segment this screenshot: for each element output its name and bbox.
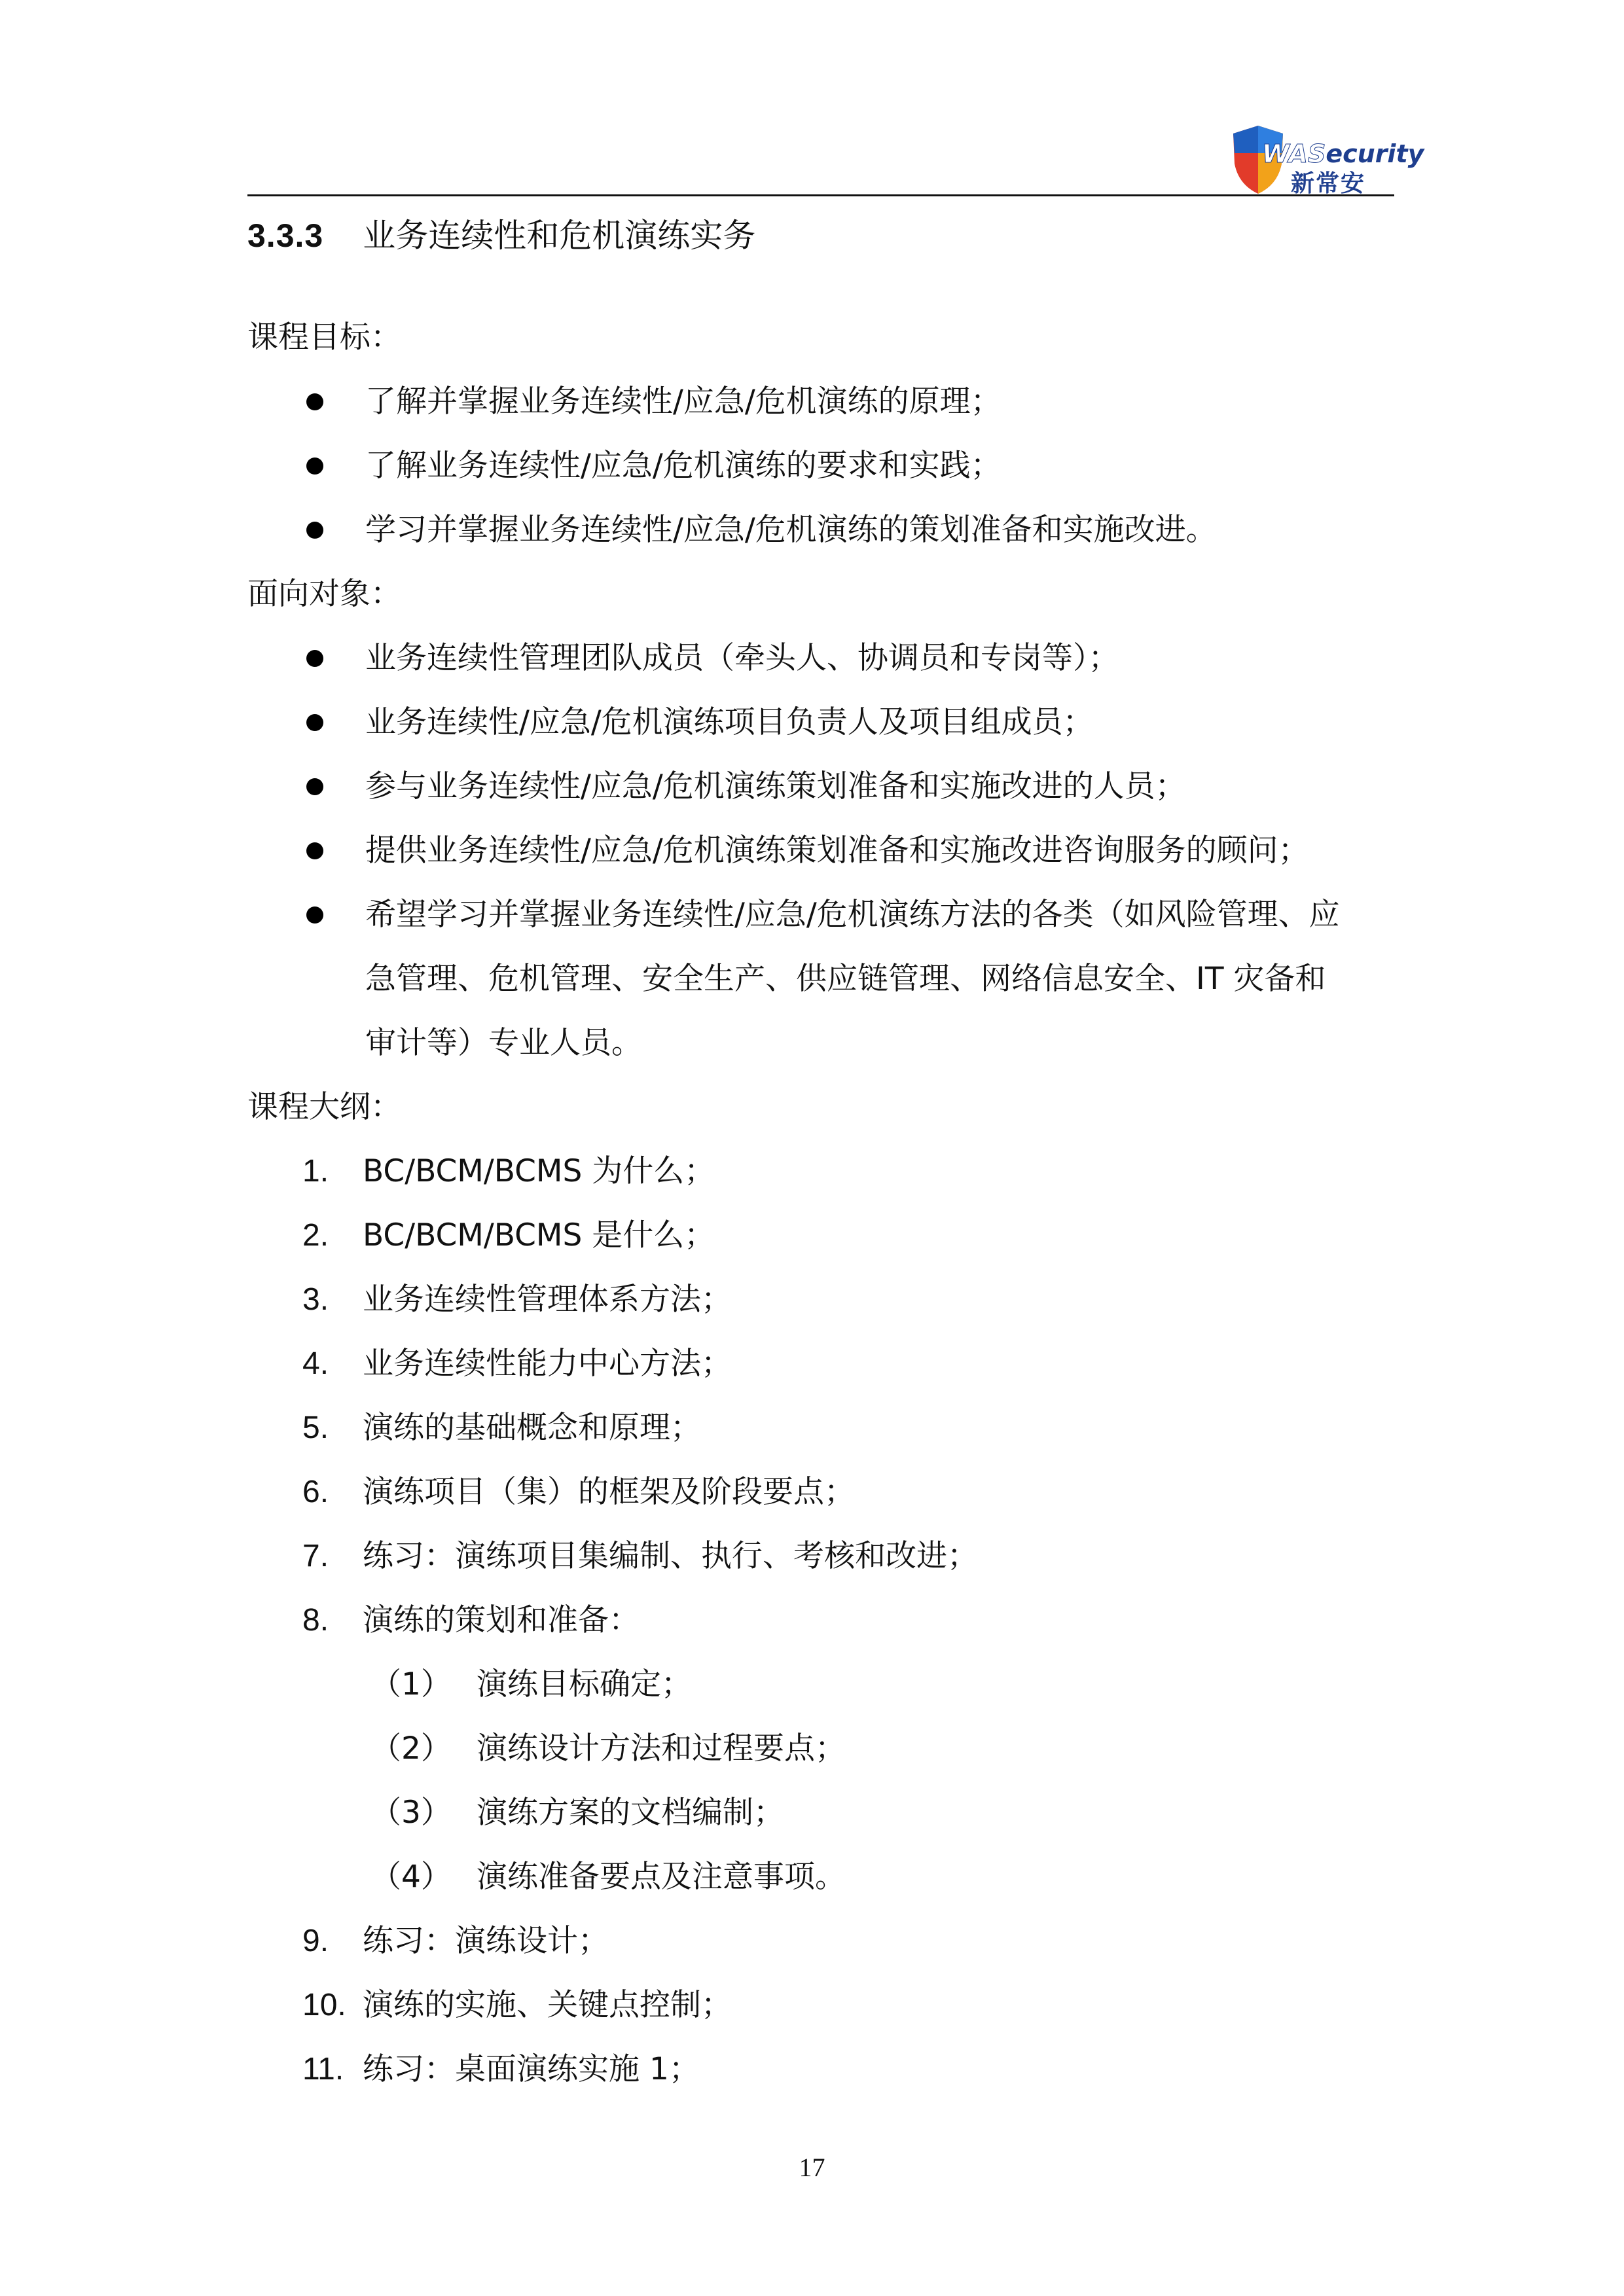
logo-wordmark: [1262, 137, 1424, 169]
section-title: [247, 216, 755, 255]
list-item-line: 希望学习并掌握业务连续性/应急/危机演练方法的各类（如风险管理、应: [365, 897, 1340, 933]
list-item: 演练的实施、关键点控制；: [363, 1987, 732, 2023]
list-item: 学习并掌握业务连续性/应急/危机演练的策划准备和实施改进。: [365, 512, 1217, 548]
list-item: 练习：演练项目集编制、执行、考核和改进；: [363, 1538, 978, 1574]
item-number: 5.: [302, 1410, 329, 1445]
list-item: 业务连续性/应急/危机演练项目负责人及项目组成员；: [365, 704, 1094, 740]
sub-list-item: 演练目标确定；: [477, 1666, 692, 1702]
header-divider: [247, 194, 1394, 196]
list-item: 提供业务连续性/应急/危机演练策划准备和实施改进咨询服务的顾问；: [365, 833, 1309, 869]
sub-list-item: 演练设计方法和过程要点；: [477, 1731, 846, 1767]
item-number: 10.: [302, 1988, 346, 2022]
item-number: 2.: [302, 1218, 329, 1253]
list-item: 练习：桌面演练实施 1；: [363, 2051, 700, 2087]
bullet-icon: [306, 778, 323, 795]
bullet-icon: [306, 714, 323, 731]
sub-list-item: 演练准备要点及注意事项。: [477, 1859, 846, 1895]
item-number: 11.: [302, 2052, 344, 2087]
sub-item-number: （4）: [370, 1859, 452, 1895]
svg-text:WASecurity: WASecurity: [1262, 139, 1424, 168]
list-item-line: 审计等）专业人员。: [365, 1025, 642, 1061]
list-item: 业务连续性管理团队成员（牵头人、协调员和专岗等）；: [365, 640, 1119, 676]
item-number: 6.: [302, 1475, 329, 1509]
bullet-icon: [306, 650, 323, 667]
sub-item-number: （2）: [370, 1731, 452, 1767]
item-number: 7.: [302, 1539, 329, 1573]
section-number: 3.3.3: [247, 217, 324, 254]
item-number: 8.: [302, 1603, 329, 1638]
list-item: 练习：演练设计；: [363, 1923, 609, 1959]
section-title-text: 业务连续性和危机演练实务: [363, 217, 756, 255]
list-item: 业务连续性能力中心方法；: [363, 1346, 732, 1382]
outline-heading: 课程大纲：: [247, 1089, 401, 1125]
list-item: 业务连续性管理体系方法；: [363, 1282, 732, 1318]
item-number: 3.: [302, 1282, 329, 1317]
company-logo: [1231, 124, 1424, 197]
bullet-icon: [306, 842, 323, 859]
bullet-icon: [306, 522, 323, 539]
bullet-icon: [306, 457, 323, 475]
list-item: 演练的策划和准备：: [363, 1602, 640, 1638]
list-item: BC/BCM/BCMS 是什么；: [363, 1217, 715, 1253]
item-number: 9.: [302, 1924, 329, 1958]
list-item: 演练项目（集）的框架及阶段要点；: [363, 1474, 855, 1510]
list-item: BC/BCM/BCMS 为什么；: [363, 1153, 715, 1189]
item-number: 4.: [302, 1346, 329, 1381]
list-item: 参与业务连续性/应急/危机演练策划准备和实施改进的人员；: [365, 768, 1186, 804]
list-item: 了解业务连续性/应急/危机演练的要求和实践；: [365, 448, 1001, 484]
item-number: 1.: [302, 1154, 329, 1189]
sub-item-number: （1）: [370, 1666, 452, 1702]
sub-item-number: （3）: [370, 1795, 452, 1831]
audience-heading: 面向对象：: [247, 576, 401, 612]
list-item-line: 急管理、危机管理、安全生产、供应链管理、网络信息安全、IT 灾备和: [365, 961, 1326, 997]
logo-chinese-name: 新常安: [1291, 170, 1366, 197]
bullet-icon: [306, 906, 323, 924]
bullet-icon: [306, 393, 323, 410]
objectives-heading: 课程目标：: [247, 319, 401, 355]
page-number: 17: [799, 2153, 825, 2182]
list-item: 演练的基础概念和原理；: [363, 1410, 701, 1446]
sub-list-item: 演练方案的文档编制；: [477, 1795, 784, 1831]
list-item: 了解并掌握业务连续性/应急/危机演练的原理；: [365, 384, 1001, 420]
